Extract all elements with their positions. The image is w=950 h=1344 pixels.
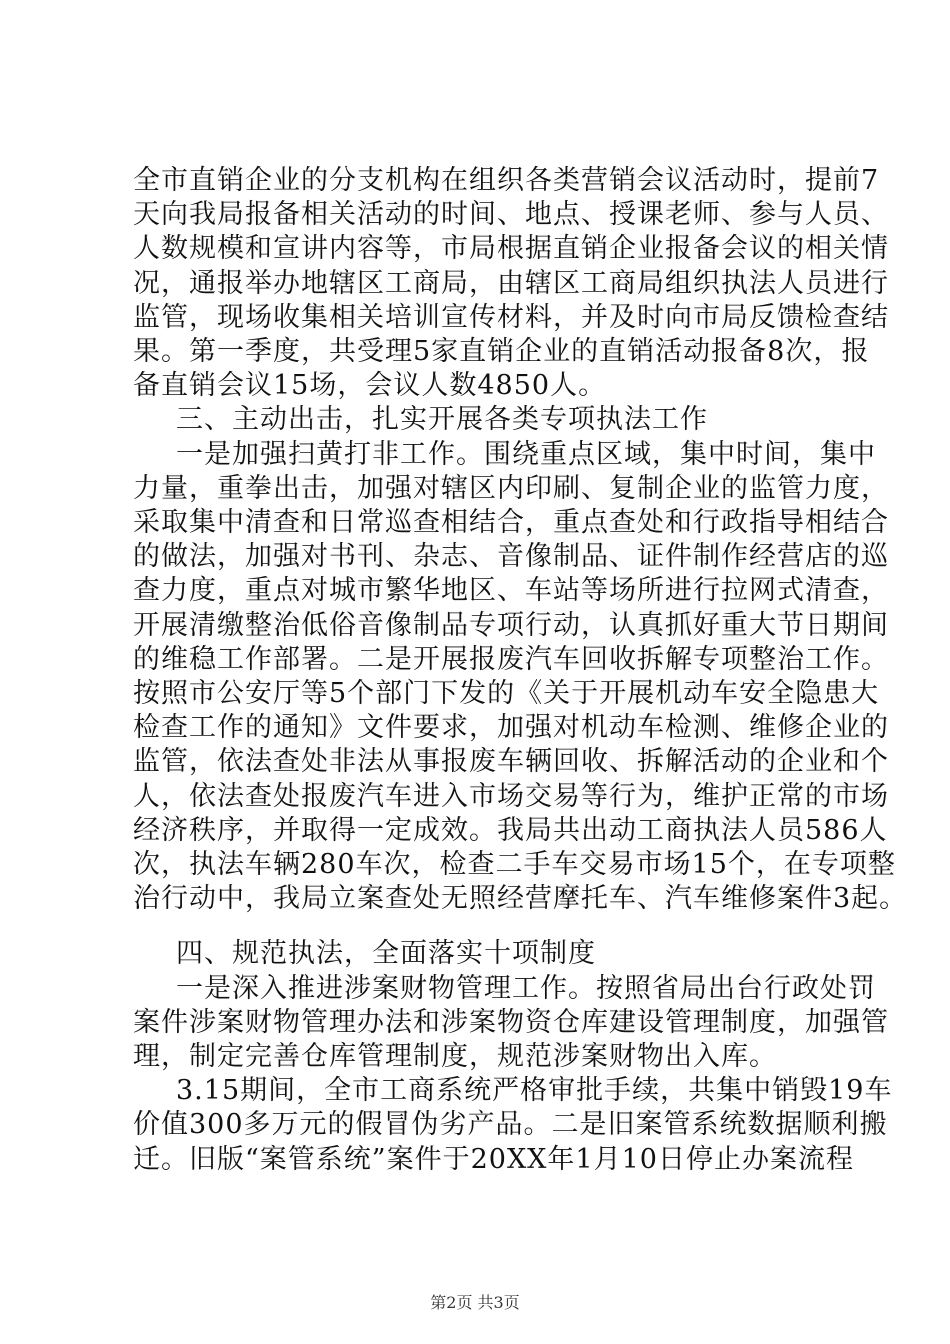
text-line: 的维稳工作部署。二是开展报废汽车回收拆解专项整治工作。 — [133, 644, 889, 675]
text-line: 查力度，重点对城市繁华地区、车站等场所进行拉网式清查， — [133, 575, 889, 606]
text-line: 按照市公安厅等5个部门下发的《关于开展机动车安全隐患大 — [133, 678, 880, 709]
text-line: 人，依法查处报废汽车进入市场交易等行为，维护正常的市场 — [133, 781, 889, 812]
text-line: 一是深入推进涉案财物管理工作。按照省局出台行政处罚 — [176, 973, 876, 1004]
text-line: 监管，依法查处非法从事报废车辆回收、拆解活动的企业和个 — [133, 746, 889, 777]
text-line: 开展清缴整治低俗音像制品专项行动，认真抓好重大节日期间 — [133, 610, 889, 641]
section-heading: 三、主动出击，扎实开展各类专项执法工作 — [176, 404, 708, 435]
text-line: 价值300多万元的假冒伪劣产品。二是旧案管系统数据顺利搬 — [133, 1109, 888, 1140]
page-footer: 第2页 共3页 — [430, 1293, 520, 1312]
text-line: 果。第一季度，共受理5家直销企业的直销活动报备8次，报 — [133, 336, 870, 367]
text-line: 一是加强扫黄打非工作。围绕重点区域，集中时间，集中 — [176, 439, 876, 470]
text-line: 监管，现场收集相关培训宣传材料，并及时向市局反馈检查结 — [133, 302, 889, 333]
text-line: 治行动中，我局立案查处无照经营摩托车、汽车维修案件3起。 — [133, 883, 908, 914]
section-heading: 四、规范执法，全面落实十项制度 — [176, 938, 596, 969]
text-line: 3.15期间，全市工商系统严格审批手续，共集中销毁19车 — [176, 1075, 893, 1106]
text-line: 案件涉案财物管理办法和涉案物资仓库建设管理制度，加强管 — [133, 1007, 889, 1038]
text-line: 迁。旧版“案管系统”案件于20XX年1月10日停止办案流程 — [133, 1144, 854, 1175]
text-line: 人数规模和宣讲内容等，市局根据直销企业报备会议的相关情 — [133, 233, 889, 264]
text-line: 检查工作的通知》文件要求，加强对机动车检测、维修企业的 — [133, 712, 889, 743]
text-line: 全市直销企业的分支机构在组织各类营销会议活动时，提前7 — [133, 165, 880, 196]
text-line: 次，执法车辆280车次，检查二手车交易市场15个，在专项整 — [133, 849, 896, 880]
text-line: 备直销会议15场，会议人数4850人。 — [133, 370, 607, 401]
text-line: 力量，重拳出击，加强对辖区内印刷、复制企业的监管力度， — [133, 473, 889, 504]
text-line: 经济秩序，并取得一定成效。我局共出动工商执法人员586人 — [133, 815, 888, 846]
text-line: 理，制定完善仓库管理制度，规范涉案财物出入库。 — [133, 1041, 777, 1072]
text-line: 的做法，加强对书刊、杂志、音像制品、证件制作经营店的巡 — [133, 541, 889, 572]
text-line: 况，通报举办地辖区工商局，由辖区工商局组织执法人员进行 — [133, 268, 889, 299]
text-line: 天向我局报备相关活动的时间、地点、授课老师、参与人员、 — [133, 199, 889, 230]
text-line: 采取集中清查和日常巡查相结合，重点查处和行政指导相结合 — [133, 507, 889, 538]
